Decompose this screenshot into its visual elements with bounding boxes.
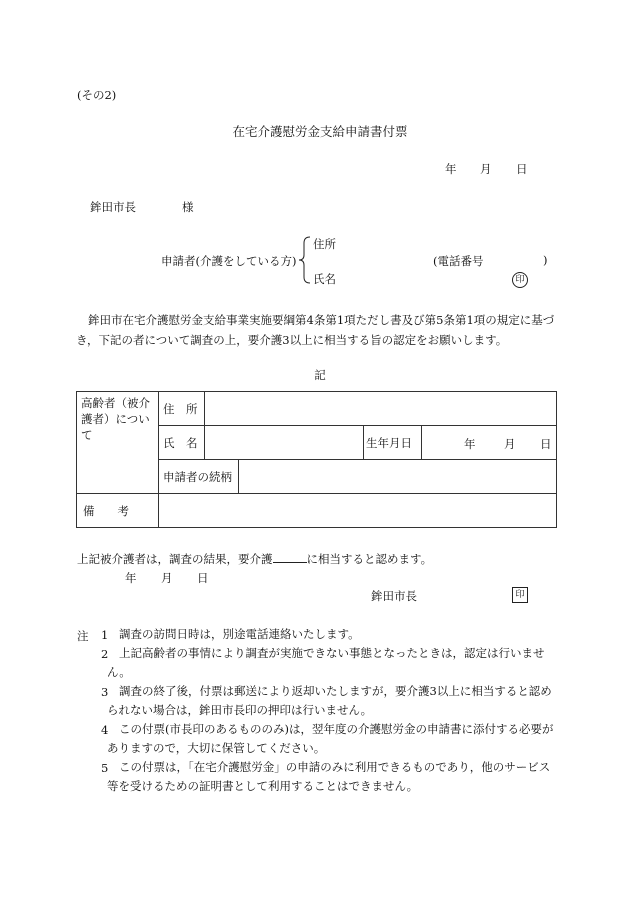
brace-icon (298, 236, 312, 284)
applicant-seal-icon: 印 (512, 272, 528, 288)
date-year: 年 (445, 162, 457, 176)
address-label: 住 所 (159, 392, 205, 426)
cert-month: 月 (161, 571, 173, 585)
note-number: 5 (101, 761, 109, 775)
care-level-blank[interactable] (273, 552, 307, 563)
relation-label: 申請者の続柄 (159, 460, 239, 494)
request-paragraph: 鉾田市在宅介護慰労金支給事業実施要綱第4条第1項ただし書及び第5条第1項の規定に基づき，下記の者について調査の上，要介護3以上に相当する旨の認定をお願いします。 (76, 313, 555, 347)
addressee-honorific: 様 (182, 200, 194, 214)
elder-info-table (76, 391, 557, 528)
note-number: 4 (101, 723, 109, 737)
note-item: 上記高齢者の事情により調査が実施できない事態となったときは，認定は行いません。 (107, 646, 545, 679)
birthdate-field[interactable] (422, 426, 557, 460)
certification-text-after: に相当すると認めます。 (306, 552, 433, 566)
name-field[interactable] (205, 426, 364, 460)
applicant-name-label: 氏名 (313, 272, 336, 286)
birthdate-label: 生年月日 (364, 426, 422, 460)
note-item: この付票(市長印のあるもののみ)は，翌年度の介護慰労金の申請書に添付する必要がありますので，大切に保管してください。 (107, 722, 554, 755)
note-number: 2 (101, 647, 109, 661)
birth-day: 日 (540, 437, 552, 451)
name-label: 氏 名 (159, 426, 205, 460)
birth-year: 年 (464, 437, 476, 451)
elder-group-label: 高齢者（被介護者）について (77, 392, 159, 494)
date-day: 日 (516, 162, 528, 176)
applicant-label: 申請者(介護をしている方) (161, 254, 297, 268)
note-number: 1 (101, 628, 109, 642)
date-month: 月 (480, 162, 492, 176)
remarks-field[interactable] (159, 494, 557, 528)
note-item: この付票は，「在宅介護慰労金」の申請のみに利用できるものであり，他のサービス等を受けるための証明書として利用することはできません。 (107, 760, 551, 793)
applicant-phone-close: ) (543, 253, 548, 267)
cert-day: 日 (197, 571, 209, 585)
cert-mayor: 鉾田市長 (371, 589, 417, 603)
notes-label: 注 (77, 629, 89, 643)
applicant-address-label: 住所 (313, 237, 336, 251)
ki-heading: 記 (314, 368, 326, 382)
certification-text-before: 上記被介護者は，調査の結果，要介護 (77, 552, 273, 566)
note-number: 3 (101, 685, 109, 699)
addressee-name: 鉾田市長 (90, 200, 136, 214)
relation-field[interactable] (239, 460, 557, 494)
cert-seal-icon: 印 (512, 587, 528, 603)
subheading: (その2) (77, 88, 117, 102)
address-field[interactable] (205, 392, 557, 426)
cert-year: 年 (125, 571, 137, 585)
birth-month: 月 (504, 437, 516, 451)
page-title: 在宅介護慰労金支給申請書付票 (232, 124, 408, 139)
note-item: 調査の終了後，付票は郵送により返却いたしますが，要介護3以上に相当すると認められない場合は，鉾田市長印の押印は行いません。 (107, 684, 552, 717)
note-item: 調査の訪問日時は，別途電話連絡いたします。 (119, 627, 360, 641)
certification-text (77, 551, 432, 567)
applicant-phone-label: (電話番号 (433, 254, 484, 268)
remarks-label: 備 考 (77, 494, 159, 528)
